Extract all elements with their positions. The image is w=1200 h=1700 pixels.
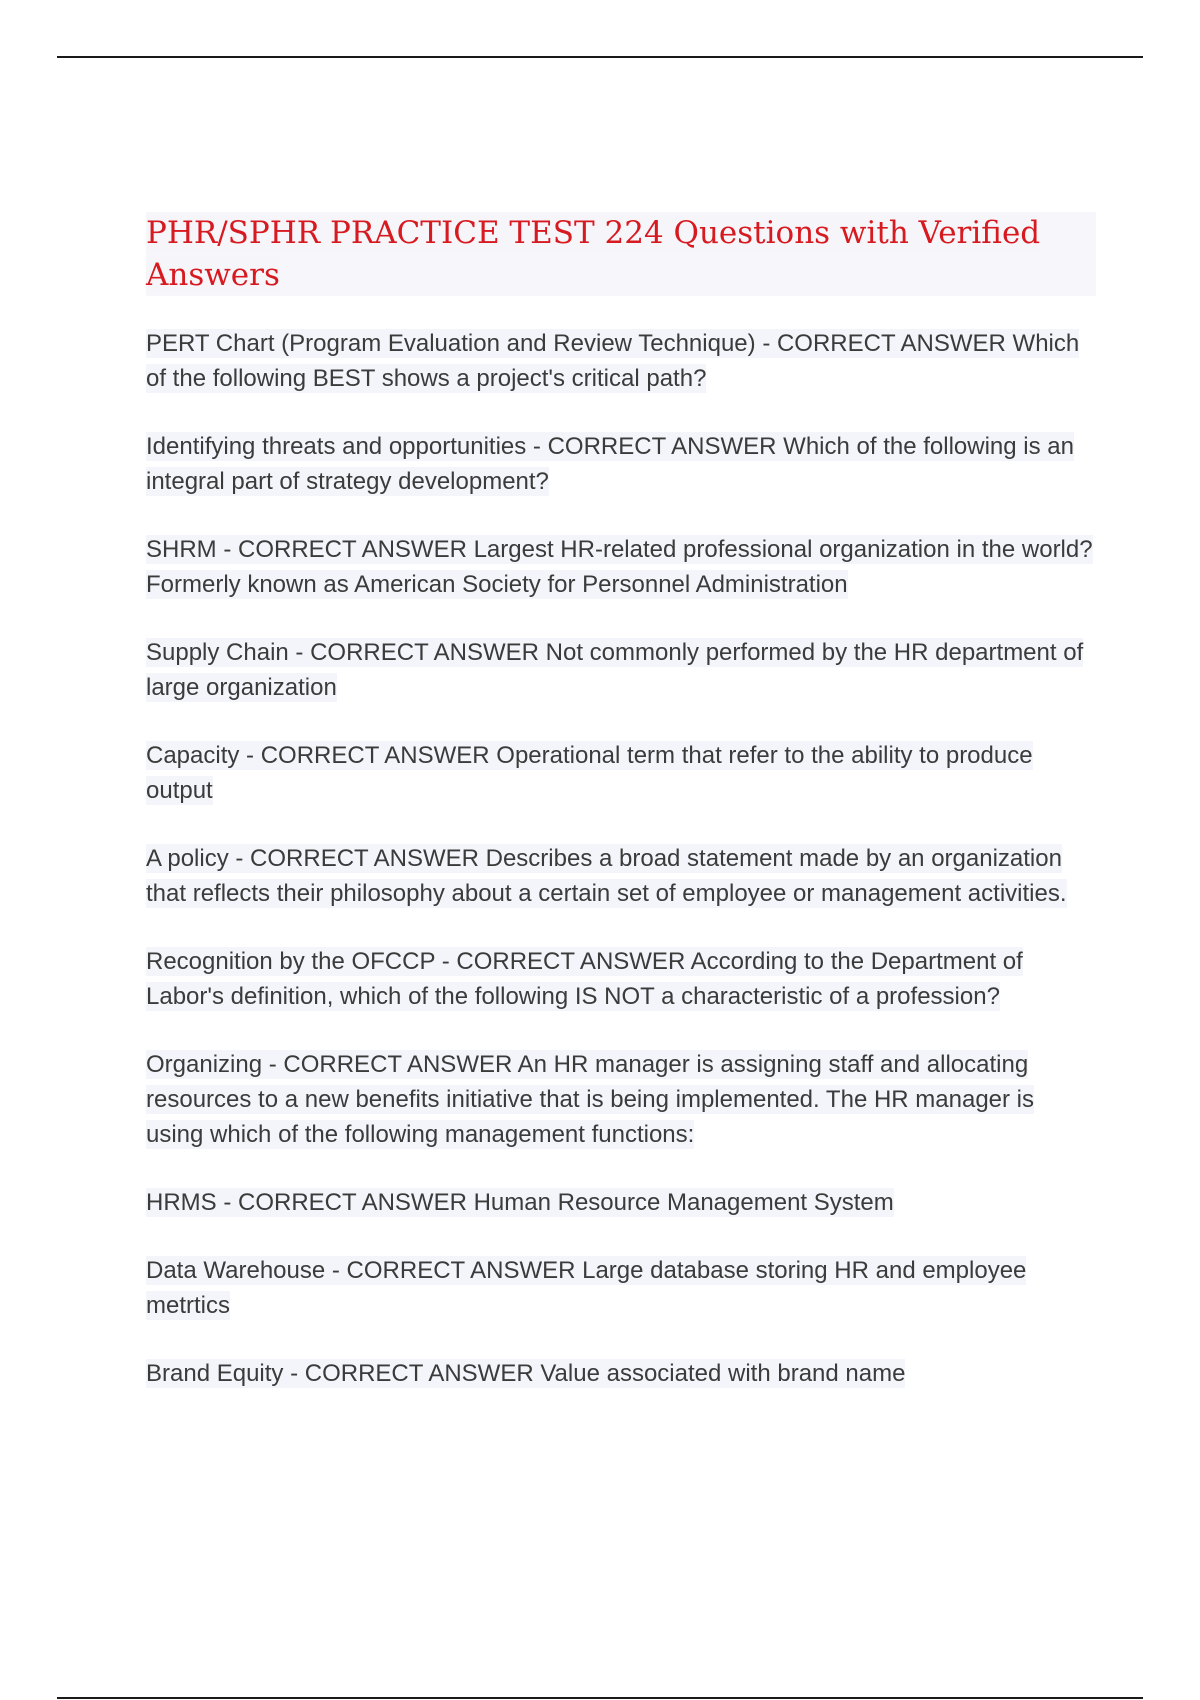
- qa-entry-5: Capacity - CORRECT ANSWER Operational term that refer to the ability to produce output: [146, 742, 1033, 804]
- document-title: PHR/SPHR PRACTICE TEST 224 Questions with Verified Answers: [146, 212, 1096, 296]
- qa-entry-2: Identifying threats and opportunities - CORRECT ANSWER Which of the following is an integral part of strategy development?: [146, 433, 1074, 495]
- qa-entry-10: Data Warehouse - CORRECT ANSWER Large database storing HR and employee metrtics: [146, 1257, 1027, 1319]
- qa-entry-3: SHRM - CORRECT ANSWER Largest HR-related professional organization in the world? Formerly known as American Society for Personnel Administration: [146, 536, 1093, 598]
- qa-list: [146, 326, 1096, 1391]
- document-body: [146, 212, 1096, 1424]
- qa-entry-8: Organizing - CORRECT ANSWER An HR manager is assigning staff and allocating resources to a new benefits initiative that is being implemented. The HR manager is using which of the following management functions:: [146, 1051, 1035, 1148]
- qa-entry-1: PERT Chart (Program Evaluation and Review Technique) - CORRECT ANSWER Which of the following BEST shows a project's critical path?: [146, 330, 1080, 392]
- qa-entry-9: HRMS - CORRECT ANSWER Human Resource Management System: [146, 1189, 894, 1216]
- bottom-rule: [57, 1697, 1143, 1699]
- qa-entry-7: Recognition by the OFCCP - CORRECT ANSWER According to the Department of Labor's definition, which of the following IS NOT a characteristic of a profession?: [146, 948, 1023, 1010]
- qa-entry-6: A policy - CORRECT ANSWER Describes a broad statement made by an organization that reflects their philosophy about a certain set of employee or management activities.: [146, 845, 1067, 907]
- qa-entry-4: Supply Chain - CORRECT ANSWER Not commonly performed by the HR department of large organization: [146, 639, 1084, 701]
- qa-entry-11: Brand Equity - CORRECT ANSWER Value associated with brand name: [146, 1360, 906, 1387]
- top-rule: [57, 56, 1143, 58]
